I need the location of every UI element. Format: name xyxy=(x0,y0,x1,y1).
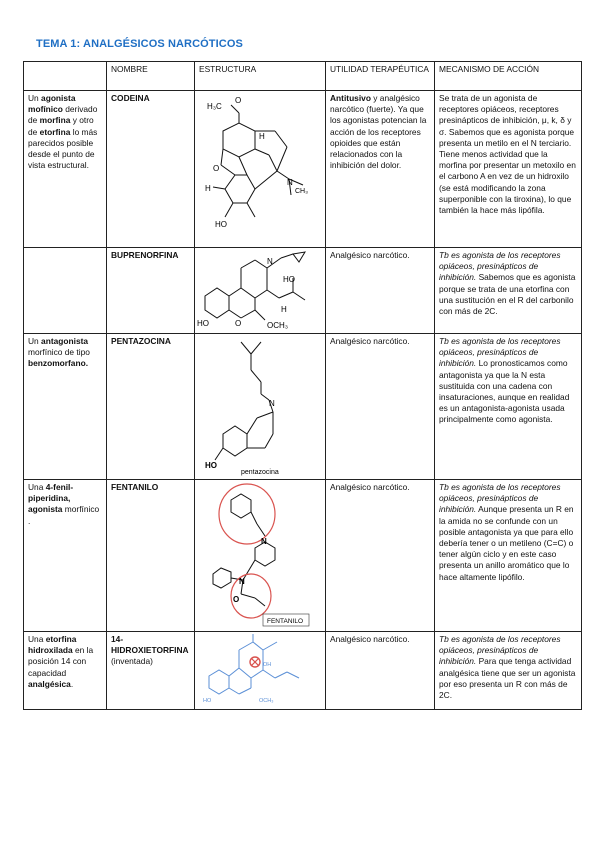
mechanism-text-part: Tb es agonista de los receptores opiáceos, presinápticos de inhibición. xyxy=(439,634,561,667)
mechanism-cell xyxy=(435,334,582,480)
label-o-methoxy: O xyxy=(235,96,242,105)
analgesics-table xyxy=(23,61,582,710)
table-row xyxy=(24,632,582,710)
mechanism-text-part: Tb es agonista de los receptores opiáceos, presinápticos de inhibición. xyxy=(439,336,561,369)
label-ho: HO xyxy=(215,220,227,229)
mechanism-cell xyxy=(435,91,582,248)
mechanism-text-part: Tb es agonista de los receptores opiáceos, presinápticos de inhibición. xyxy=(439,482,561,515)
utility-text-part: Analgésico narcótico. xyxy=(330,336,410,346)
utility-cell xyxy=(326,91,435,248)
label-oh: OH xyxy=(263,662,272,668)
drug-name-note: (inventada) xyxy=(111,656,153,667)
utility-cell xyxy=(326,632,435,710)
drug-name: PENTAZOCINA xyxy=(107,334,195,480)
class-text-part: 4-fenil-piperidina, agonista xyxy=(28,482,74,515)
class-text-part: Un xyxy=(28,93,42,103)
class-text-part: y otro de xyxy=(28,115,94,137)
label-ho: HO xyxy=(205,461,217,470)
mechanism-cell xyxy=(435,480,582,632)
class-text-part: antagonista xyxy=(41,336,89,346)
mechanism-text-part: Se trata de un agonista de receptores opiáceos, receptores presinápticos de inhibición, μ, k, δ y σ. Sabemos que es agonista porque presenta un metilo en el N terciario. Tiene menos actividad que la morfina por presentar un metoxilo en el carbono A en vez de un hidroxilo (se está modificando la zona superponible con la tiroxina), lo que también la hace más lipófila. xyxy=(439,93,576,216)
header-cell-class xyxy=(24,62,107,91)
drug-name: BUPRENORFINA xyxy=(107,248,195,334)
utility-text-part: Analgésico narcótico. xyxy=(330,634,410,644)
label-n: N xyxy=(287,178,293,187)
table-header-row xyxy=(24,62,582,91)
class-cell xyxy=(24,480,107,632)
codeine-structure xyxy=(195,91,317,246)
label-o: O xyxy=(233,595,240,604)
structure-cell xyxy=(195,91,326,248)
fentanyl-structure xyxy=(195,480,317,630)
class-text-part: morfina xyxy=(39,115,71,126)
label-ho: HO xyxy=(203,698,212,704)
mechanism-text-part: Aunque presenta un R en la amida no se confunde con un posible antagonista ya que para ello debería tener o un metileno (C=C) o tener algún ciclo y en este caso presenta un anillo aromático que lo hace altamente lipófilo. xyxy=(439,504,574,582)
drug-name: 14-HIDROXIETORFINA xyxy=(111,634,189,656)
class-text-part: etorfina hidroxilada xyxy=(28,634,77,656)
class-text-part: . xyxy=(70,678,74,689)
drug-name: CODEINA xyxy=(107,91,195,248)
pentazocine-structure xyxy=(195,334,317,478)
drug-name: FENTANILO xyxy=(107,480,195,632)
class-text-part: Una xyxy=(28,482,46,492)
class-text-part: morfínico . xyxy=(28,504,100,526)
structure-cell xyxy=(195,632,326,710)
label-h2: H xyxy=(205,184,211,193)
class-text-part: benzomorfano. xyxy=(28,358,89,369)
class-text-part: en la posición 14 con capacidad xyxy=(28,645,94,678)
class-text-part: lo más parecidos posible desde el punto de vista estructural. xyxy=(28,126,98,171)
table-row xyxy=(24,91,582,248)
class-cell xyxy=(24,334,107,480)
mechanism-cell xyxy=(435,248,582,334)
label-o-bridge: O xyxy=(213,164,220,173)
structure-caption: pentazocina xyxy=(241,469,279,476)
class-cell xyxy=(24,248,107,334)
label-h3co: H₃C xyxy=(207,102,222,111)
utility-cell xyxy=(326,480,435,632)
class-text-part: etorfina xyxy=(39,126,71,137)
structure-caption: FENTANILO xyxy=(267,618,303,625)
label-h1: H xyxy=(259,132,265,141)
label-och3: OCH₃ xyxy=(267,321,289,330)
class-text-part: Un xyxy=(28,336,42,346)
label-ch3: CH₃ xyxy=(295,188,308,195)
structure-cell xyxy=(195,248,326,334)
label-n: N xyxy=(269,399,275,408)
label-o: O xyxy=(235,319,242,328)
label-ho-tertiary: HO xyxy=(283,275,295,284)
label-n: N xyxy=(267,257,273,266)
header-cell-mechanism: MECANISMO DE ACCIÓN xyxy=(435,62,582,91)
buprenorphine-structure xyxy=(195,248,317,332)
label-h: H xyxy=(281,305,287,314)
class-text-part: Una xyxy=(28,634,46,644)
class-cell xyxy=(24,91,107,248)
mechanism-text-part: Lo pronosticamos como antagonista ya que la N esta sustituida con una cadena con insaturaciones, aunque en realidad es un antagonista-agonista usada principalmente como agonista. xyxy=(439,358,570,425)
utility-text-part: Analgésico narcótico. xyxy=(330,250,410,260)
class-text-part: analgésica xyxy=(28,678,71,689)
table-row xyxy=(24,248,582,334)
drug-name-cell xyxy=(107,632,195,710)
page-title: TEMA 1: ANALGÉSICOS NARCÓTICOS xyxy=(36,38,243,50)
utility-text-part: Antitusivo xyxy=(330,93,371,103)
structure-cell xyxy=(195,334,326,480)
label-ho-phenol: HO xyxy=(197,319,209,328)
class-text-part: morfínico de tipo xyxy=(28,347,90,358)
table-row xyxy=(24,480,582,632)
mechanism-text-part: Sabemos que es agonista porque se trata de una etorfina con una sustitución en el R del carbonilo con más de 2C. xyxy=(439,272,576,317)
class-text-part: agonista mofínico xyxy=(28,93,76,115)
class-text-part: derivado de xyxy=(28,104,98,126)
class-cell xyxy=(24,632,107,710)
utility-text-part: Analgésico narcótico. xyxy=(330,482,410,492)
label-n-amide: N xyxy=(239,577,245,586)
table-row xyxy=(24,334,582,480)
utility-text-part: y analgésico narcótico (fuerte). Ya que los agonistas potencian la acción de los receptores opioides que están relacionados con la inhibición del dolor. xyxy=(330,93,427,171)
hydroxyetorphine-structure xyxy=(195,632,317,708)
utility-cell xyxy=(326,334,435,480)
header-cell-structure: ESTRUCTURA xyxy=(195,62,326,91)
label-och3: OCH₃ xyxy=(259,698,274,704)
header-cell-utility: UTILIDAD TERAPÉUTICA xyxy=(326,62,435,91)
utility-cell xyxy=(326,248,435,334)
structure-cell xyxy=(195,480,326,632)
mechanism-text-part: Tb es agonista de los receptores opiáceos, presinápticos de inhibición. xyxy=(439,250,561,283)
mechanism-cell xyxy=(435,632,582,710)
header-cell-name: NOMBRE xyxy=(107,62,195,91)
label-n-piperidine: N xyxy=(261,537,267,546)
mechanism-text-part: Para que tenga actividad analgésica tiene que ser un agonista por eso presenta un R con más de 2C. xyxy=(439,656,576,701)
